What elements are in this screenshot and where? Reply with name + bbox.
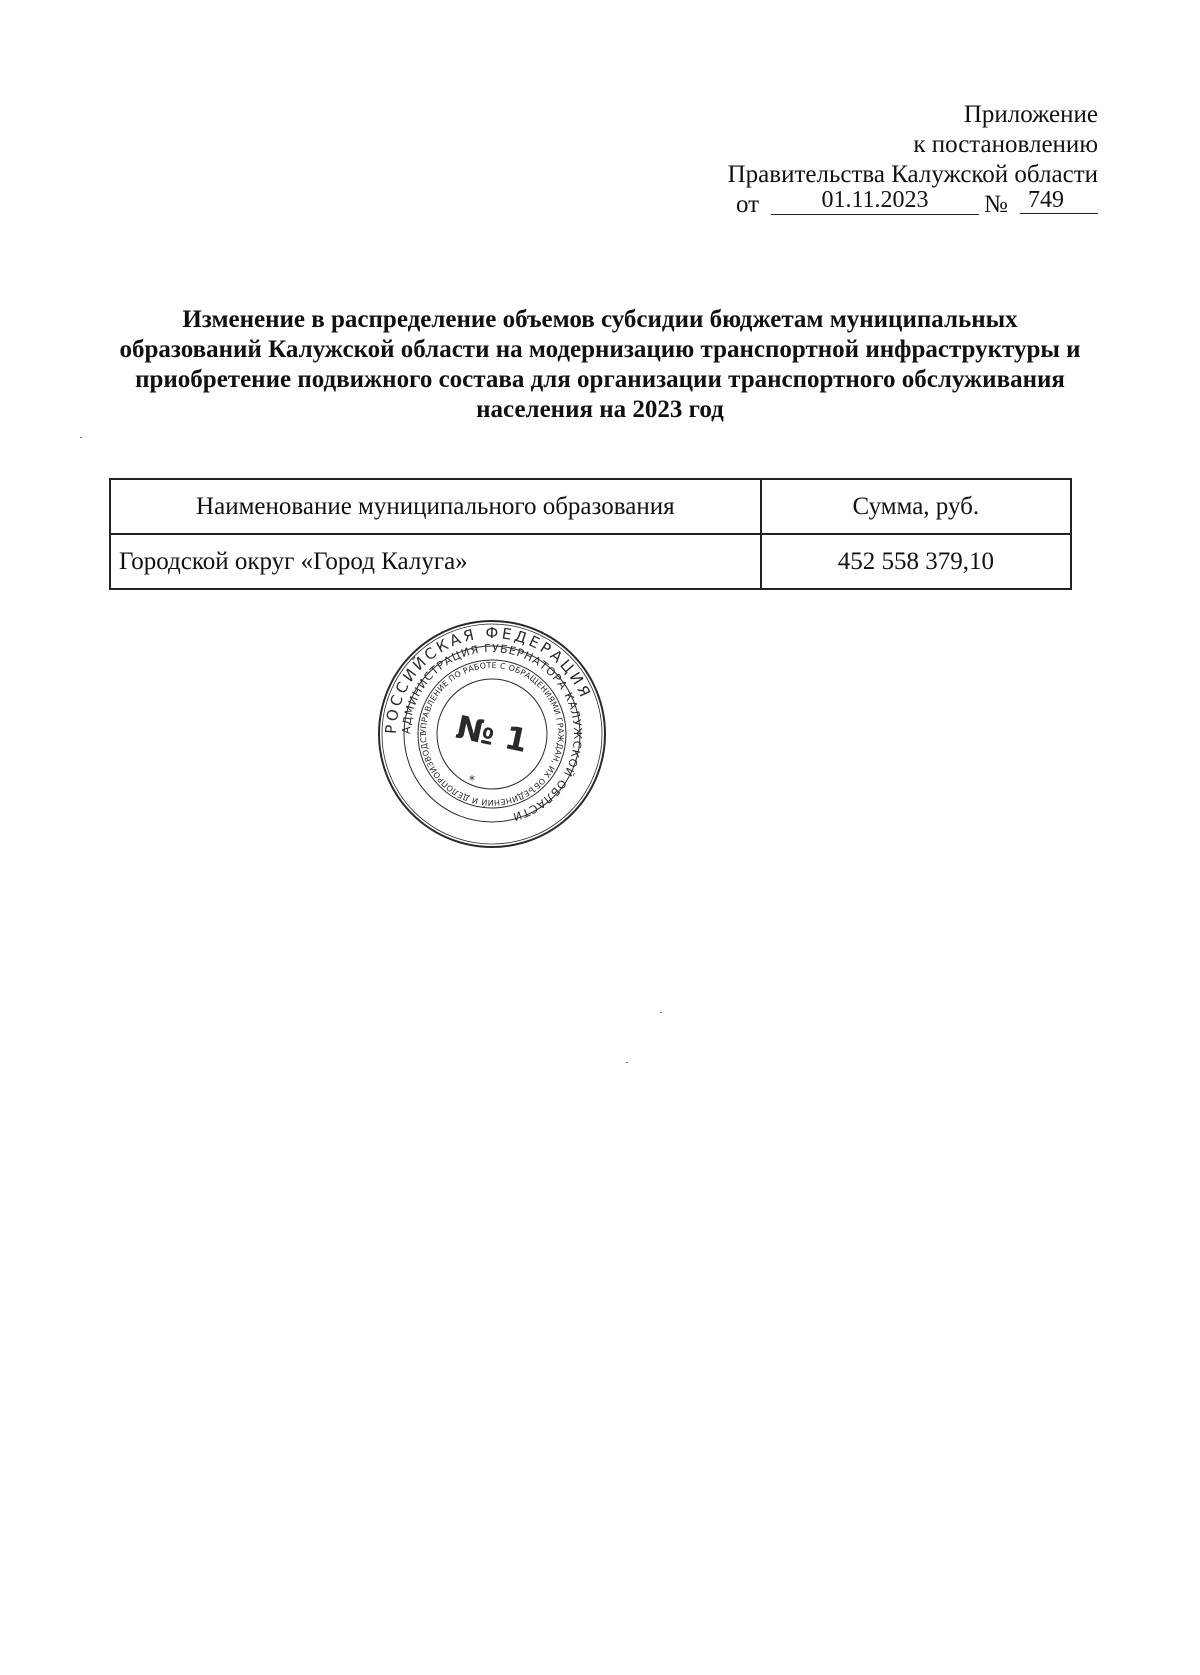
scan-speck: [80, 437, 82, 438]
resolution-number: 749: [1020, 188, 1098, 214]
header-municipality: Наименование муниципального образования: [110, 479, 761, 534]
number-sign: №: [984, 191, 1008, 218]
table-header-row: [110, 479, 1071, 534]
seal-star: *: [469, 773, 475, 787]
seal-center-number: № 1: [452, 707, 532, 761]
date-number-line: [678, 187, 1098, 220]
subsidy-table: [109, 478, 1072, 590]
issuer-label: Правительства Калужской области: [727, 161, 1098, 188]
municipality-name: Городской округ «Город Калуга»: [110, 534, 761, 589]
seal-middle-text: АДМИНИСТРАЦИЯ ГУБЕРНАТОРА КАЛУЖСКОЙ ОБЛАСТИ: [399, 641, 585, 824]
resolution-label: к постановлению: [913, 131, 1098, 158]
seal-graphic: [376, 618, 608, 850]
document-title: Изменение в распределение объемов субсидии бюджетам муниципальных образований Калужской области на модернизацию транспортной инфраструктуры и приобретение подвижного состава для организации транспортного обслуживания населения на 2023 год: [119, 306, 1081, 423]
seal-outer-text: РОССИЙСКАЯ ФЕДЕРАЦИЯ: [381, 623, 596, 735]
appendix-label: Приложение: [963, 101, 1098, 128]
subsidy-amount: 452 558 379,10: [761, 534, 1071, 589]
official-seal: [376, 618, 608, 850]
scan-speck: [660, 1012, 662, 1013]
scan-speck: [626, 1062, 628, 1063]
appendix-header: [678, 100, 1098, 220]
seal-inner-text: УПРАВЛЕНИЕ ПО РАБОТЕ С ОБРАЩЕНИЯМИ ГРАЖДАН, ИХ ОБЪЕДИНЕНИЙ И ДЕЛОПРОИЗВОДСТ: [418, 660, 566, 808]
resolution-date: 01.11.2023: [771, 188, 979, 215]
table-row: [110, 534, 1071, 589]
header-sum: Сумма, руб.: [761, 479, 1071, 534]
from-label: от: [736, 191, 760, 218]
